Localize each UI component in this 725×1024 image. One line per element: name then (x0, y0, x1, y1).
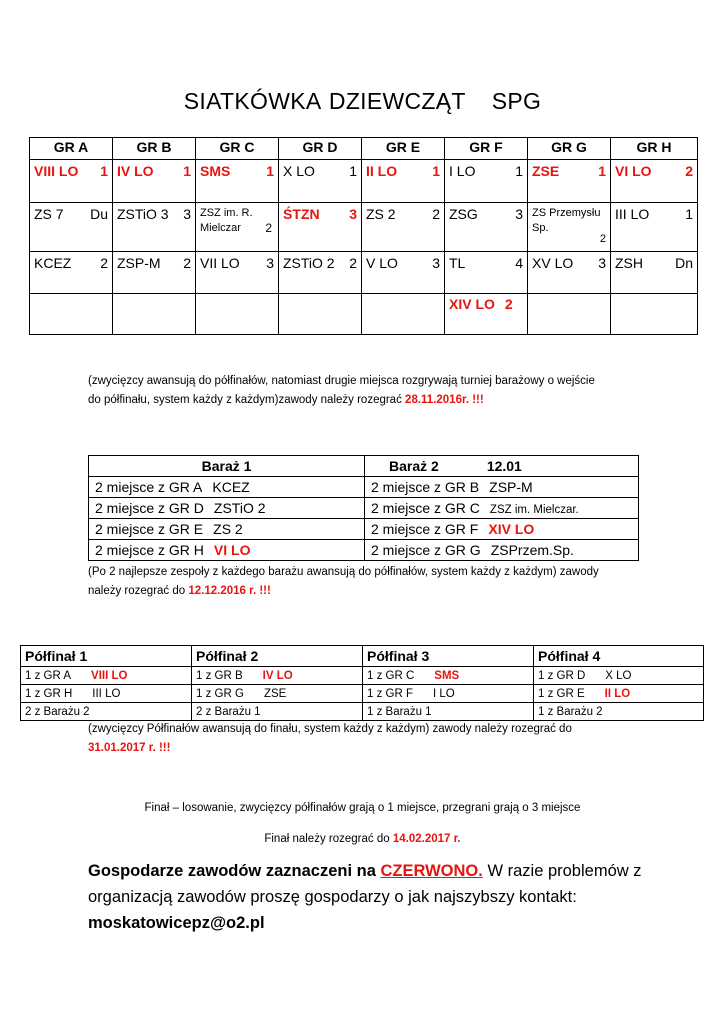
rules-line: należy rozegrać do 12.12.2016 r. !!! (88, 585, 271, 597)
rules-line: (zwycięzcy Półfinałów awansują do finału, system każdy z każdym) zawody należy rozegrać do (88, 723, 572, 735)
group-cell (279, 294, 362, 335)
baraz-2-date: 12.01 (486, 458, 522, 474)
group-cell (196, 294, 279, 335)
title-main: SIATKÓWKA DZIEWCZĄT (183, 88, 466, 114)
team-name: ZSZ im. R. Mielczar (200, 207, 253, 234)
group-cell (196, 252, 279, 294)
place-label: 1 z Barażu 1 (367, 705, 432, 718)
baraz-cell (89, 540, 365, 561)
team-name: III LO (615, 206, 650, 222)
group-cell (30, 203, 113, 252)
team-name: VII LO (200, 255, 240, 271)
group-cell (113, 252, 196, 294)
group-cell (445, 160, 528, 203)
red-marker-word: CZERWONO. (380, 862, 483, 880)
rules-line: (zwycięzcy awansują do półfinałów, natomiast drugie miejsca rozgrywają turniej barażowy o wejście (88, 375, 595, 387)
team-name: XIV LO (449, 296, 495, 312)
team-name: ZSPrzem.Sp. (490, 542, 574, 558)
groups-table (29, 137, 698, 335)
team-name: X LO (283, 163, 315, 179)
team-name: ZS 7 (34, 206, 64, 222)
baraz-2-header: Baraż 2 12.01 (365, 456, 639, 477)
polfinal-cell (534, 703, 704, 721)
group-cell (362, 203, 445, 252)
team-name: KCEZ (34, 255, 72, 271)
place-label: 1 z GR G (196, 687, 244, 700)
group-cell (611, 160, 698, 203)
rules-line: (Po 2 najlepsze zespoły z każdego barażu awansują do półfinałów, system każdy z każdym) zawody (88, 566, 599, 578)
polfinal-cell (363, 685, 534, 703)
team-place: 1 (515, 163, 523, 179)
baraz-cell (365, 519, 639, 540)
polfinal-cell (534, 667, 704, 685)
polfinal-cell (192, 685, 363, 703)
baraz-row (89, 477, 639, 498)
group-cell (362, 252, 445, 294)
team-name: IV LO (262, 669, 293, 682)
baraz-cell (89, 519, 365, 540)
group-cell (362, 294, 445, 335)
team-place: 4 (515, 255, 523, 271)
team-name: ZSTiO 2 (283, 255, 335, 271)
polfinal-cell (192, 703, 363, 721)
polfinal-row (21, 685, 704, 703)
baraz-cell (365, 477, 639, 498)
team-name: ZS Przemysłu Sp. (532, 207, 601, 234)
title-sub: SPG (491, 88, 542, 114)
baraz-cell (89, 477, 365, 498)
team-name: TL (449, 255, 466, 271)
place-label: 1 z Barażu 2 (538, 705, 603, 718)
team-place: 1 (598, 163, 606, 179)
polfinal-table (20, 645, 704, 721)
group-header: GR G (528, 138, 611, 160)
team-name: ZSH (615, 255, 643, 271)
polfinal-cell (21, 685, 192, 703)
team-name: SMS (200, 163, 231, 179)
team-place: 2 (100, 255, 108, 271)
rules-line: do półfinału, system każdy z każdym)zawody należy rozegrać 28.11.2016r. !!! (88, 394, 484, 406)
baraz-row (89, 540, 639, 561)
team-name: ZSZ im. Mielczar. (489, 504, 579, 516)
group-row (30, 203, 698, 252)
team-place: 1 (685, 206, 693, 222)
group-cell (528, 252, 611, 294)
polfinal-cell (21, 703, 192, 721)
final-description: Finał – losowanie, zwycięzcy półfinałów grają o 1 miejsce, przegrani grają o 3 miejsce (144, 802, 581, 814)
team-place: 2 (265, 221, 272, 235)
group-cell (528, 160, 611, 203)
team-place: 3 (183, 206, 191, 222)
polfinal-header: Półfinał 2 (192, 646, 363, 667)
team-name: KCEZ (212, 479, 250, 495)
place-label: 2 miejsce z GR G (371, 542, 481, 558)
group-header: GR B (113, 138, 196, 160)
team-name: ZSP-M (117, 255, 161, 271)
team-place: Dn (675, 255, 693, 271)
deadline-date: 31.01.2017 r. !!! (88, 742, 171, 754)
baraz-cell (365, 540, 639, 561)
group-cell (30, 252, 113, 294)
team-name: VI LO (615, 163, 652, 179)
team-name: VIII LO (91, 669, 128, 682)
place-label: 1 z GR C (367, 669, 415, 682)
deadline-date: 28.11.2016r. !!! (405, 394, 484, 406)
team-name: ZSG (449, 206, 478, 222)
group-cell (113, 294, 196, 335)
polfinal-cell (21, 667, 192, 685)
group-cell (113, 160, 196, 203)
polfinal-row (21, 703, 704, 721)
team-name: VIII LO (34, 163, 79, 179)
hosts-note: Gospodarze zawodów zaznaczeni na CZERWONO. W razie problemów z organizacją zawodów proszę gospodarzy o jak najszybszy kontakt: moskatowicepz@o2.pl (88, 862, 642, 932)
team-name: ZS 2 (366, 206, 396, 222)
polfinal-row (21, 667, 704, 685)
group-cell (279, 203, 362, 252)
place-label: 2 miejsce z GR A (95, 479, 203, 495)
group-cell (528, 203, 611, 252)
team-name: XIV LO (488, 521, 535, 537)
group-header: GR E (362, 138, 445, 160)
team-place: 3 (349, 206, 357, 222)
team-place: 2 (183, 255, 191, 271)
team-place: Du (90, 206, 108, 222)
final-deadline: Finał należy rozegrać do 14.02.2017 r. (264, 833, 461, 845)
place-label: 1 z GR E (538, 687, 585, 700)
polfinal-header: Półfinał 1 (21, 646, 192, 667)
group-cell (445, 294, 528, 335)
groups-header-row (30, 138, 698, 160)
group-cell (445, 252, 528, 294)
team-name: II LO (604, 687, 631, 700)
polfinal-cell (363, 703, 534, 721)
group-row (30, 252, 698, 294)
place-label: 1 z GR H (25, 687, 73, 700)
team-place: 1 (349, 163, 357, 179)
group-cell (611, 252, 698, 294)
team-place: 1 (183, 163, 191, 179)
place-label: 2 z Barażu 2 (25, 705, 90, 718)
team-place: 2 (504, 296, 513, 312)
polfinal-cell (192, 667, 363, 685)
group-cell (30, 294, 113, 335)
team-name: I LO (433, 687, 455, 700)
rules-paragraph-groups (88, 372, 648, 410)
rules-paragraph-polfinal (88, 720, 648, 758)
deadline-date: 12.12.2016 r. !!! (188, 585, 271, 597)
polfinal-header: Półfinał 4 (534, 646, 704, 667)
team-name: ZSE (532, 163, 560, 179)
polfinal-header-row (21, 646, 704, 667)
group-cell (528, 294, 611, 335)
team-place: 1 (100, 163, 108, 179)
group-cell (362, 160, 445, 203)
polfinal-header: Półfinał 3 (363, 646, 534, 667)
team-name: ŚTZN (283, 206, 320, 222)
place-label: 2 miejsce z GR B (371, 479, 480, 495)
baraz-row (89, 498, 639, 519)
baraz-cell (365, 498, 639, 519)
group-row (30, 160, 698, 203)
place-label: 1 z GR A (25, 669, 72, 682)
place-label: 1 z GR D (538, 669, 586, 682)
place-label: 2 miejsce z GR C (371, 500, 480, 516)
team-place: 3 (266, 255, 274, 271)
group-cell (196, 203, 279, 252)
group-header: GR C (196, 138, 279, 160)
baraz-row (89, 519, 639, 540)
group-header: GR F (445, 138, 528, 160)
polfinal-cell (534, 685, 704, 703)
deadline-date: 14.02.2017 r. (392, 833, 461, 845)
team-name: IV LO (117, 163, 154, 179)
team-name: ZSP-M (489, 479, 533, 495)
group-row (30, 294, 698, 335)
place-label: 2 miejsce z GR D (95, 500, 204, 516)
place-label: 2 miejsce z GR H (95, 542, 204, 558)
baraz-cell (89, 498, 365, 519)
team-place: 1 (266, 163, 274, 179)
group-cell (611, 203, 698, 252)
team-place: 2 (599, 233, 606, 245)
baraz-1-header: Baraż 1 (89, 456, 365, 477)
team-name: ZS 2 (213, 521, 243, 537)
group-cell (279, 160, 362, 203)
team-place: 1 (432, 163, 440, 179)
team-name: II LO (366, 163, 398, 179)
baraz-header-row (89, 456, 639, 477)
team-place: 2 (685, 163, 693, 179)
team-name: X LO (605, 669, 632, 682)
baraz-table (88, 455, 639, 561)
contact-email[interactable]: moskatowicepz@o2.pl (88, 914, 265, 932)
place-label: 1 z GR F (367, 687, 414, 700)
group-cell (445, 203, 528, 252)
team-place: 2 (349, 255, 357, 271)
team-place: 3 (598, 255, 606, 271)
team-name: V LO (366, 255, 398, 271)
team-name: I LO (449, 163, 476, 179)
team-place: 2 (432, 206, 440, 222)
team-name: VI LO (213, 542, 251, 558)
place-label: 2 z Barażu 1 (196, 705, 261, 718)
team-name: III LO (92, 687, 121, 700)
team-name: ZSE (263, 687, 287, 700)
place-label: 2 miejsce z GR F (371, 521, 479, 537)
team-place: 3 (432, 255, 440, 271)
team-name: ZSTiO 3 (117, 206, 169, 222)
place-label: 2 miejsce z GR E (95, 521, 204, 537)
polfinal-cell (363, 667, 534, 685)
group-header: GR D (279, 138, 362, 160)
group-cell (30, 160, 113, 203)
group-cell (196, 160, 279, 203)
place-label: 1 z GR B (196, 669, 243, 682)
team-name: XV LO (532, 255, 574, 271)
group-cell (279, 252, 362, 294)
team-place: 3 (515, 206, 523, 222)
group-cell (611, 294, 698, 335)
page-title (0, 88, 725, 115)
team-name: ZSTiO 2 (213, 500, 266, 516)
rules-paragraph-baraz (88, 563, 648, 601)
group-cell (113, 203, 196, 252)
group-header: GR A (30, 138, 113, 160)
team-name: SMS (434, 669, 460, 682)
group-header: GR H (611, 138, 698, 160)
